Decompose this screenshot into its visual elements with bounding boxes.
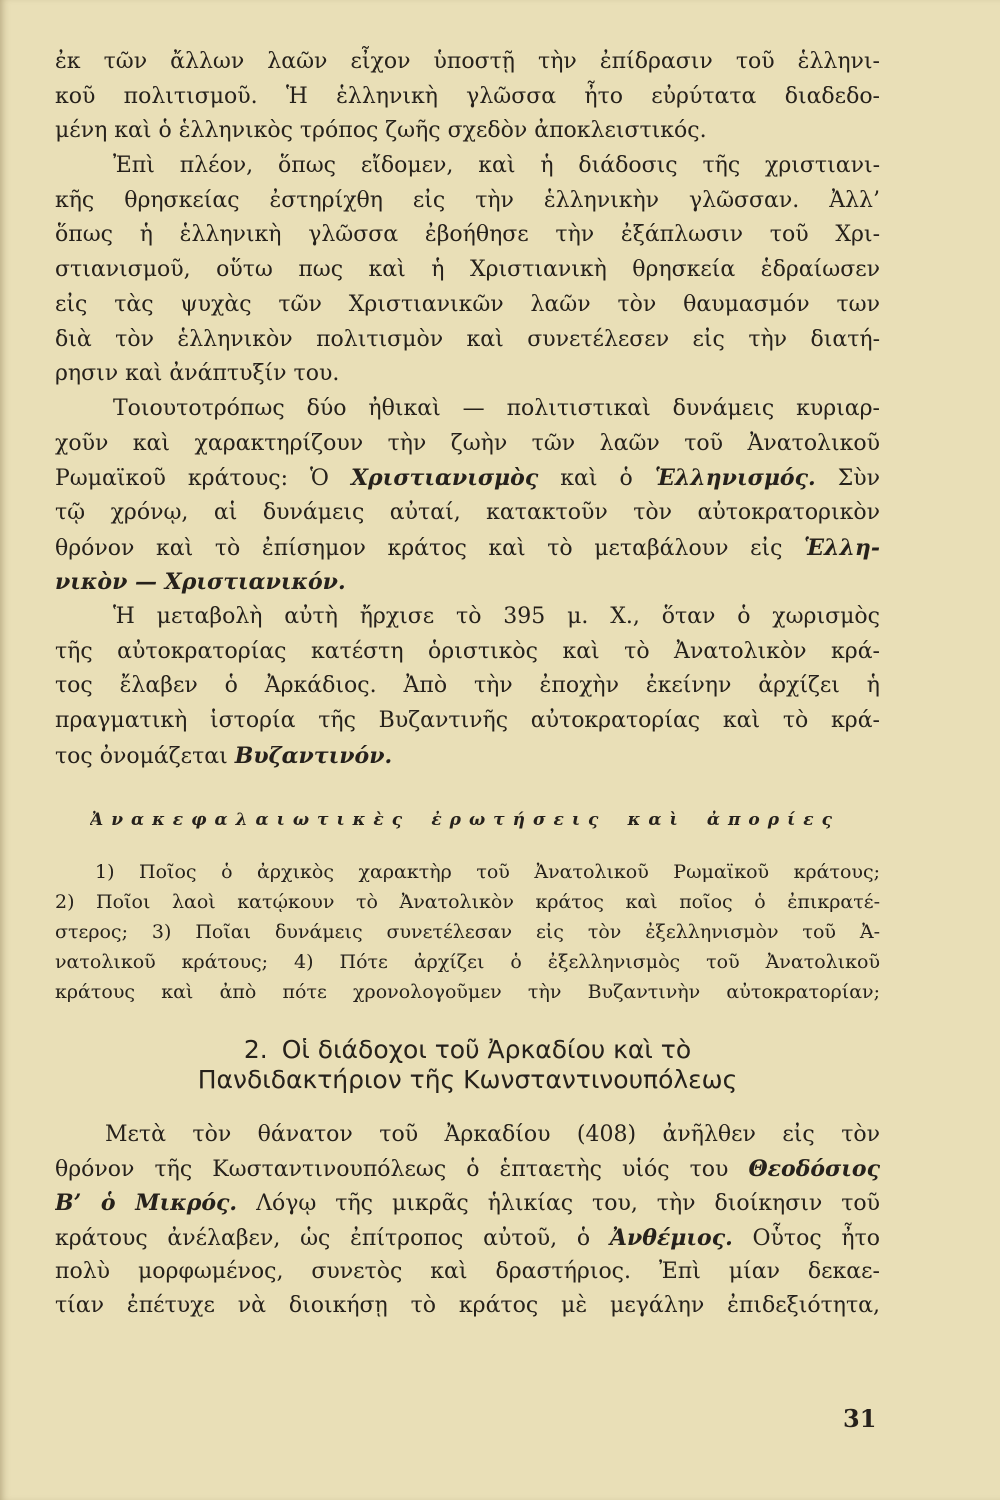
- heading-text: Οἱ διάδοχοι τοῦ Ἀρκαδίου καὶ τὸ: [281, 1035, 692, 1064]
- emphasis-term: νικὸν — Χριστιανικόν.: [55, 569, 346, 596]
- section-1-text: [55, 45, 880, 773]
- text-line: [55, 1186, 880, 1220]
- page-number: 31: [843, 1404, 877, 1433]
- text-line: διὰ τὸν ἑλληνικὸν πολιτισμὸν καὶ συνετέλεσεν εἰς τὴν διατή-: [55, 326, 880, 352]
- section-2-heading: [55, 1035, 880, 1095]
- text-line: τῆς αὐτοκρατορίας κατέστη ὁριστικὸς καὶ τὸ Ἀνατολικὸν κρά-: [55, 638, 880, 664]
- text-line: [55, 565, 880, 600]
- text-line: [55, 1221, 880, 1255]
- text-segment: τος ὀνομάζεται: [55, 743, 235, 769]
- text-line: πραγματικὴ ἱστορία τῆς Βυζαντινῆς αὐτοκρατορίας καὶ τὸ κρά-: [55, 708, 880, 734]
- text-segment: καὶ ὁ: [538, 466, 655, 492]
- text-segment: Οὗτος ἦτο: [732, 1225, 880, 1251]
- text-segment: Ρωμαϊκοῦ κράτους: Ὁ: [55, 466, 351, 492]
- review-questions: [55, 857, 880, 1007]
- text-line: στιανισμοῦ, οὕτω πως καὶ ἡ Χριστιανικὴ θρησκεία ἑδραίωσεν: [55, 257, 880, 283]
- text-line: [55, 1152, 880, 1186]
- text-line: ἐκ τῶν ἄλλων λαῶν εἶχον ὑποστῇ τὴν ἐπίδρασιν τοῦ ἑλληνι-: [55, 49, 880, 74]
- text-segment: Σὺν: [815, 466, 880, 492]
- text-line: [55, 739, 880, 774]
- question-line: 1) Ποῖος ὁ ἀρχικὸς χαρακτὴρ τοῦ Ἀνατολικοῦ Ρωμαϊκοῦ κράτους;: [95, 861, 880, 883]
- text-line: ὅπως ἡ ἑλληνικὴ γλῶσσα ἐβοήθησε τὴν ἐξάπλωσιν τοῦ Χρι-: [55, 222, 880, 248]
- text-line: εἰς τὰς ψυχὰς τῶν Χριστιανικῶν λαῶν τὸν θαυμασμόν των: [55, 291, 880, 317]
- text-line: τίαν ἐπέτυχε νὰ διοικήσῃ τὸ κράτος μὲ μεγάλην ἐπιδεξιότητα,: [55, 1292, 880, 1318]
- section-2-text: [55, 1118, 880, 1323]
- emphasis-term: Θεοδόσιος: [748, 1156, 880, 1183]
- emphasis-term: Ἑλλη-: [804, 534, 880, 561]
- text-line: τος ἔλαβεν ὁ Ἀρκάδιος. Ἀπὸ τὴν ἐποχὴν ἐκείνην ἀρχίζει ἡ: [55, 673, 880, 699]
- paragraph: [55, 600, 880, 773]
- paragraph: [55, 149, 880, 392]
- emphasis-term: Ἀνθέμιος.: [609, 1224, 733, 1251]
- heading-line: [55, 1035, 880, 1065]
- text-line: Ἐπὶ πλέον, ὅπως εἴδομεν, καὶ ἡ διάδοσις τῆς χριστιανι-: [113, 153, 880, 179]
- question-line: νατολικοῦ κράτους; 4) Πότε ἀρχίζει ὁ ἐξελληνισμὸς τοῦ Ἀνατολικοῦ: [55, 951, 880, 973]
- emphasis-term: Χριστιανισμὸς: [350, 465, 539, 492]
- heading-line: Πανδιδακτήριον τῆς Κωνσταντινουπόλεως: [197, 1065, 738, 1094]
- emphasis-term: Ἑλληνισμός.: [654, 465, 816, 492]
- text-line: κοῦ πολιτισμοῦ. Ἡ ἑλληνικὴ γλῶσσα ἦτο εὐρύτατα διαδεδο-: [55, 83, 880, 109]
- review-questions-heading: Ἀνακεφαλαιωτικὲς ἐρωτήσεις καὶ ἀπορίες: [90, 810, 840, 830]
- text-line: [55, 461, 880, 496]
- text-segment: Λόγῳ τῆς μικρᾶς ἡλικίας του, τὴν διοίκησιν τοῦ: [237, 1191, 880, 1217]
- text-line: χοῦν καὶ χαρακτηρίζουν τὴν ζωὴν τῶν λαῶν τοῦ Ἀνατολικοῦ: [55, 430, 880, 456]
- question-line: κράτους καὶ ἀπὸ πότε χρονολογοῦμεν τὴν Βυζαντινὴν αὐτοκρατορίαν;: [55, 981, 880, 1003]
- question-line: στερος; 3) Ποῖαι δυνάμεις συνετέλεσαν εἰς τὸν ἐξελληνισμὸν τοῦ Ἀ-: [55, 921, 880, 943]
- paragraph: [55, 392, 880, 600]
- text-line: τῷ χρόνῳ, αἱ δυνάμεις αὐταί, κατακτοῦν τὸν αὐτοκρατορικὸν: [55, 499, 880, 525]
- text-segment: κράτους ἀνέλαβεν, ὡς ἐπίτροπος αὐτοῦ, ὁ: [55, 1225, 610, 1251]
- text-line: Τοιουτοτρόπως δύο ἠθικαὶ — πολιτιστικαὶ δυνάμεις κυριαρ-: [113, 395, 880, 421]
- paragraph: [55, 45, 880, 149]
- text-segment: θρόνον τῆς Κωσταντινουπόλεως ὁ ἑπταετὴς υἱός του: [55, 1157, 749, 1183]
- section-number: 2.: [243, 1035, 268, 1064]
- text-line: Μετὰ τὸν θάνατον τοῦ Ἀρκαδίου (408) ἀνῆλθεν εἰς τὸν: [105, 1122, 880, 1147]
- emphasis-term: Β’ ὁ Μικρός.: [55, 1190, 238, 1217]
- text-line: μένη καὶ ὁ ἑλληνικὸς τρόπος ζωῆς σχεδὸν ἀποκλειστικός.: [55, 118, 707, 144]
- text-line: Ἡ μεταβολὴ αὐτὴ ἤρχισε τὸ 395 μ. Χ., ὅταν ὁ χωρισμὸς: [113, 604, 880, 629]
- text-line: κῆς θρησκείας ἐστηρίχθη εἰς τὴν ἑλληνικὴν γλῶσσαν. Ἀλλ’: [55, 187, 880, 213]
- text-line: πολὺ μορφωμένος, συνετὸς καὶ δραστήριος. Ἐπὶ μίαν δεκαε-: [55, 1258, 880, 1284]
- text-line: [55, 531, 880, 566]
- text-segment: θρόνον καὶ τὸ ἐπίσημον κράτος καὶ τὸ μεταβάλουν εἰς: [55, 535, 805, 561]
- emphasis-term: Βυζαντινόν.: [234, 742, 393, 769]
- text-line: ρησιν καὶ ἀνάπτυξίν του.: [55, 361, 340, 387]
- question-line: 2) Ποῖοι λαοὶ κατῴκουν τὸ Ἀνατολικὸν κράτος καὶ ποῖος ὁ ἐπικρατέ-: [55, 891, 880, 913]
